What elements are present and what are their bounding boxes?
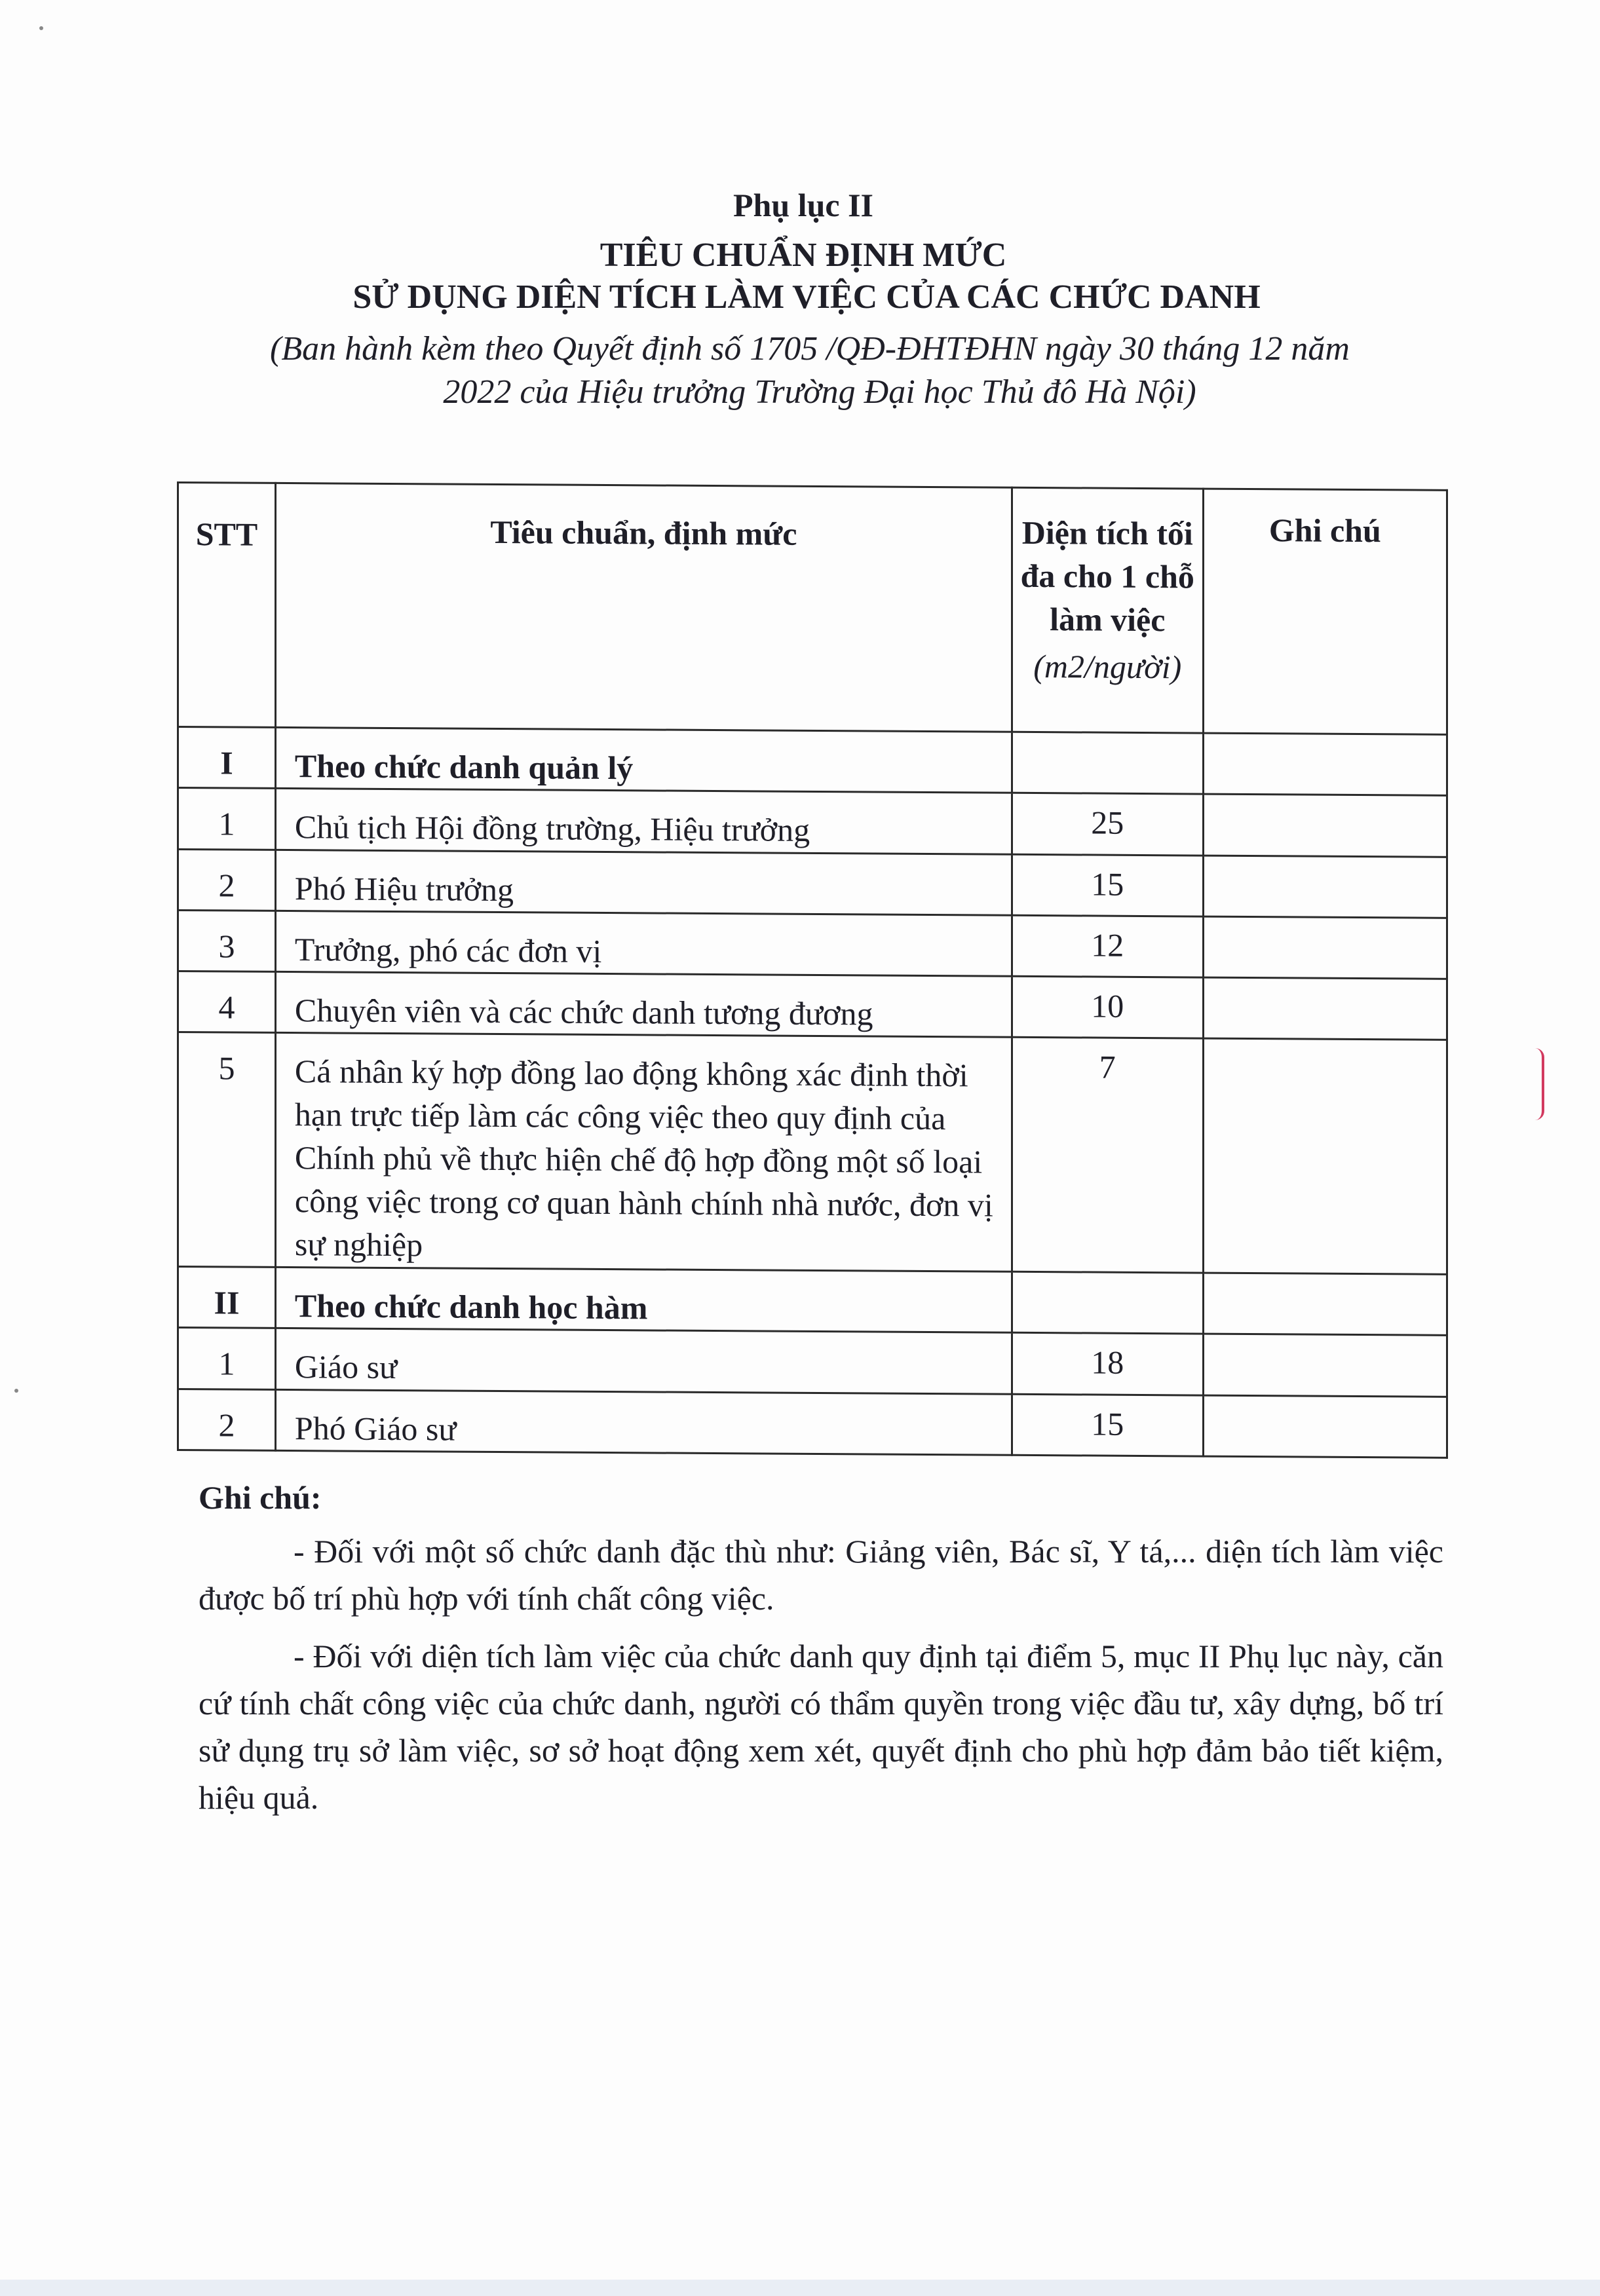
row-name: Giáo sư [275,1328,1012,1394]
row-stt: 5 [178,1032,276,1268]
title-line-1: TIÊU CHUẨN ĐỊNH MỨC [600,236,1007,274]
row-note [1203,977,1447,1040]
table-row [178,1389,1447,1458]
scan-edge [0,2280,1600,2296]
row-name: Trưởng, phó các đơn vị [275,911,1012,976]
table-header-row [178,483,1447,735]
header-note: Ghi chú [1203,489,1447,734]
row-name: Chuyên viên và các chức danh tương đương [275,971,1012,1037]
header-stt: STT [178,483,276,728]
row-stt: 1 [178,1328,276,1389]
row-stt: 4 [178,971,276,1033]
row-note [1203,1395,1447,1458]
scan-speck [14,1389,18,1393]
table-row [178,971,1447,1040]
table-row [178,1032,1447,1275]
section-area-cell [1012,732,1203,794]
document-header [0,183,1600,414]
header-area-unit: (m2/người) [1033,647,1182,686]
row-area: 15 [1012,1394,1203,1456]
section-title: Theo chức danh quản lý [275,727,1012,793]
row-area: 10 [1012,976,1203,1038]
section-note-cell [1203,733,1447,796]
section-title: Theo chức danh học hàm [275,1268,1012,1333]
notes-title: Ghi chú: [199,1479,322,1516]
row-area: 25 [1012,793,1203,856]
scan-speck [39,26,43,30]
row-stt: 2 [178,849,276,911]
row-stt: 3 [178,910,276,971]
header-area-label: Diện tích tối đa cho 1 chỗ làm việc [1020,514,1194,639]
row-stt: 1 [178,788,276,850]
row-note [1203,916,1447,979]
row-note [1203,1334,1447,1397]
note-paragraph: - Đối với một số chức danh đặc thù như: Giảng viên, Bác sĩ, Y tá,... diện tích làm việc được bố trí phù hợp với tính chất công việc. [199,1533,1443,1617]
table-row [178,788,1447,857]
notes-section [199,1474,1443,1821]
section-row [178,1267,1447,1336]
subtitle-line-1: (Ban hành kèm theo Quyết định số 1705 /QĐ-ĐHTĐHN ngày 30 tháng 12 năm [270,330,1350,367]
subtitle-line-2: 2022 của Hiệu trưởng Trường Đại học Thủ đô Hà Nội) [443,373,1196,411]
standards-table [177,481,1448,1459]
row-name: Cá nhân ký hợp đồng lao động không xác định thời hạn trực tiếp làm các công việc theo quy định của Chính phủ về thực hiện chế độ hợp đồng một số loại công việc trong cơ quan hành chính nhà nước, đơn vị sự nghiệp [275,1033,1012,1272]
row-area: 12 [1012,915,1203,977]
row-name: Phó Hiệu trưởng [275,850,1012,915]
section-id: II [178,1267,276,1328]
section-row [178,727,1447,796]
row-area: 18 [1012,1333,1203,1395]
row-note [1203,1038,1447,1274]
row-area: 15 [1012,854,1203,916]
table-row [178,849,1447,918]
row-stt: 2 [178,1389,276,1450]
appendix-label: Phụ lục II [733,187,873,223]
note-paragraph: - Đối với diện tích làm việc của chức danh quy định tại điểm 5, mục II Phụ lục này, căn cứ tính chất công việc của chức danh, người có thẩm quyền trong việc đầu tư, xây dựng, bố trí sử dụng trụ sở làm việc, sơ sở hoạt động xem xét, quyết định cho phù hợp đảm bảo tiết kiệm, hiệu quả. [199,1638,1443,1816]
header-area [1012,487,1203,733]
row-name: Chủ tịch Hội đồng trường, Hiệu trưởng [275,789,1012,854]
section-area-cell [1012,1272,1203,1334]
table-row [178,910,1447,979]
section-id: I [178,727,276,789]
row-note [1203,856,1447,918]
header-name: Tiêu chuẩn, định mức [275,483,1012,732]
row-area: 7 [1012,1038,1203,1273]
row-name: Phó Giáo sư [275,1389,1012,1455]
table-row [178,1328,1447,1397]
title-line-2: SỬ DỤNG DIỆN TÍCH LÀM VIỆC CỦA CÁC CHỨC DANH [352,278,1261,316]
row-note [1203,794,1447,857]
pen-mark [1535,1048,1544,1120]
section-note-cell [1203,1273,1447,1336]
